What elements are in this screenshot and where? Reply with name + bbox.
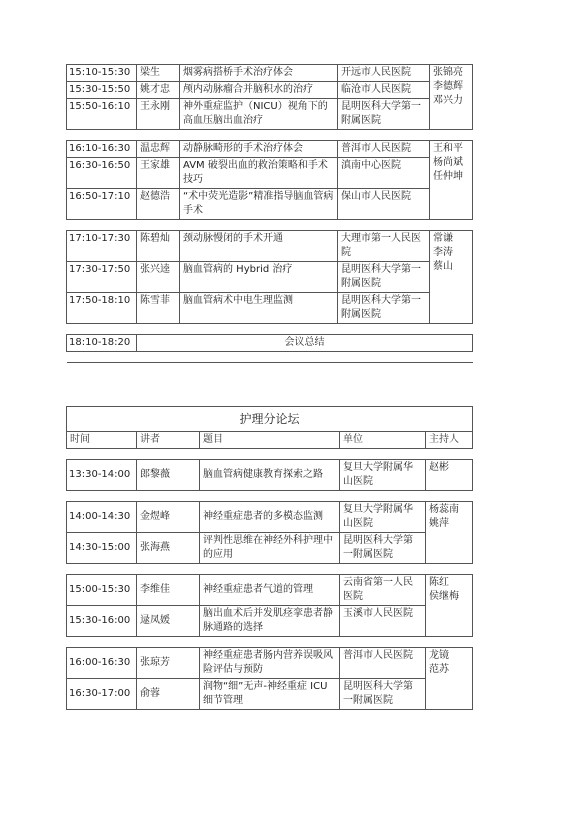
topic-title: 润物“细”无声-神经重症 ICU 细节管理 <box>200 679 340 710</box>
speaker-unit: 临沧市人民医院 <box>338 82 430 99</box>
speaker-name: 逯凤媛 <box>137 606 200 637</box>
topic-title: 神外重症监护（NICU）视角下的高血压脑出血治疗 <box>180 99 338 130</box>
table-row <box>67 65 473 82</box>
speaker-name: 赵德浩 <box>137 189 180 220</box>
header-speaker: 讲者 <box>137 432 200 449</box>
session-hosts: 张锦亮 李德辉 邓兴力 <box>430 65 473 130</box>
speaker-unit: 昆明医科大学第一附属医院 <box>338 99 430 130</box>
topic-title: “术中荧光造影”精准指导脑血管病手术 <box>180 189 338 220</box>
header-topic: 题目 <box>200 432 340 449</box>
table-row <box>67 262 473 293</box>
topic-title: 脑血管病的 Hybrid 治疗 <box>180 262 338 293</box>
speaker-name: 陈雪菲 <box>137 293 180 324</box>
speaker-unit: 昆明医科大学第一附属医院 <box>338 262 430 293</box>
session-time: 15:30-15:50 <box>67 82 137 99</box>
speaker-unit: 玉溪市人民医院 <box>340 606 426 637</box>
spacer-row <box>67 564 473 575</box>
session-time: 16:50-17:10 <box>67 189 137 220</box>
header-unit: 单位 <box>340 432 426 449</box>
speaker-unit: 昆明医科大学第一附属医院 <box>340 679 426 710</box>
session-time: 14:30-15:00 <box>67 533 137 564</box>
speaker-name: 王永刚 <box>137 99 180 130</box>
speaker-unit: 开远市人民医院 <box>338 65 430 82</box>
forum-title: 护理分论坛 <box>67 407 473 432</box>
session-time: 16:00-16:30 <box>67 648 137 679</box>
spacer-row <box>67 220 473 231</box>
session-time: 17:10-17:30 <box>67 231 137 262</box>
spacer-row <box>67 324 473 335</box>
speaker-unit: 普洱市人民医院 <box>338 141 430 158</box>
topic-title: 颈动脉慢闭的手术开通 <box>180 231 338 262</box>
table-title-row <box>67 407 473 432</box>
speaker-unit: 保山市人民医院 <box>338 189 430 220</box>
speaker-unit: 复旦大学附属华山医院 <box>340 460 426 491</box>
header-host: 主持人 <box>426 432 473 449</box>
topic-title: 脑血管病健康教育探索之路 <box>200 460 340 491</box>
session-time: 17:50-18:10 <box>67 293 137 324</box>
table-row <box>67 606 473 637</box>
speaker-name: 陈碧灿 <box>137 231 180 262</box>
speaker-unit: 滇南中心医院 <box>338 158 430 189</box>
session-hosts: 杨蕊南 姚萍 <box>426 502 473 564</box>
spacer-row <box>67 449 473 460</box>
topic-title: 烟雾病搭桥手术治疗体会 <box>180 65 338 82</box>
table-row <box>67 533 473 564</box>
table-row <box>67 158 473 189</box>
speaker-name: 张海燕 <box>137 533 200 564</box>
speaker-unit: 昆明医科大学第一附属医院 <box>340 533 426 564</box>
spacer-row <box>67 491 473 502</box>
table-row <box>67 648 473 679</box>
header-time: 时间 <box>67 432 137 449</box>
speaker-name: 郎黎薇 <box>137 460 200 491</box>
table-row <box>67 502 473 533</box>
topic-title: 脑血管病术中电生理监测 <box>180 293 338 324</box>
table-row <box>67 460 473 491</box>
session-hosts: 王和平 杨尚斌 任仲坤 <box>430 141 473 220</box>
speaker-unit: 普洱市人民医院 <box>340 648 426 679</box>
table-row <box>67 679 473 710</box>
speaker-name: 王家雄 <box>137 158 180 189</box>
session-time: 13:30-14:00 <box>67 460 137 491</box>
spacer-row <box>67 637 473 648</box>
session-hosts: 常谦 李涛 蔡山 <box>430 231 473 324</box>
table-row <box>67 82 473 99</box>
table-row <box>67 231 473 262</box>
session-time: 14:00-14:30 <box>67 502 137 533</box>
session-time: 16:30-16:50 <box>67 158 137 189</box>
session-time: 17:30-17:50 <box>67 262 137 293</box>
session-time: 15:00-15:30 <box>67 575 137 606</box>
topic-title: 神经重症患者的多模态监测 <box>200 502 340 533</box>
schedule-table-nursing <box>66 406 473 710</box>
speaker-name: 姚才忠 <box>137 82 180 99</box>
session-time: 16:30-17:00 <box>67 679 137 710</box>
spacer-row <box>67 352 473 363</box>
schedule-table-neurosurgery <box>66 64 473 363</box>
topic-title: 脑出血术后并发肌痉挛患者静脉通路的选择 <box>200 606 340 637</box>
table-row <box>67 575 473 606</box>
speaker-name: 俞蓉 <box>137 679 200 710</box>
session-time: 15:30-16:00 <box>67 606 137 637</box>
table-row-summary <box>67 335 473 352</box>
speaker-unit: 云南省第一人民医院 <box>340 575 426 606</box>
speaker-name: 张兴逵 <box>137 262 180 293</box>
session-time: 15:50-16:10 <box>67 99 137 130</box>
speaker-name: 张琼芳 <box>137 648 200 679</box>
table-header-row <box>67 432 473 449</box>
speaker-unit: 复旦大学附属华山医院 <box>340 502 426 533</box>
topic-title: 颅内动脉瘤合并脑积水的治疗 <box>180 82 338 99</box>
summary-label: 会议总结 <box>137 335 473 352</box>
speaker-name: 梁生 <box>137 65 180 82</box>
topic-title: 动静脉畸形的手术治疗体会 <box>180 141 338 158</box>
session-hosts: 赵彬 <box>426 460 473 491</box>
session-time: 18:10-18:20 <box>67 335 137 352</box>
topic-title: AVM 破裂出血的救治策略和手术技巧 <box>180 158 338 189</box>
speaker-name: 温忠辉 <box>137 141 180 158</box>
session-time: 16:10-16:30 <box>67 141 137 158</box>
topic-title: 神经重症患者肠内营养误吸风险评估与预防 <box>200 648 340 679</box>
session-time: 15:10-15:30 <box>67 65 137 82</box>
table-row <box>67 293 473 324</box>
table-row <box>67 99 473 130</box>
session-hosts: 龙镜 范苏 <box>426 648 473 710</box>
speaker-unit: 大理市第一人民医院 <box>338 231 430 262</box>
topic-title: 评判性思维在神经外科护理中的应用 <box>200 533 340 564</box>
speaker-unit: 昆明医科大学第一附属医院 <box>338 293 430 324</box>
spacer-row <box>67 130 473 141</box>
session-hosts: 陈红 侯继梅 <box>426 575 473 637</box>
topic-title: 神经重症患者气道的管理 <box>200 575 340 606</box>
table-row <box>67 189 473 220</box>
speaker-name: 李维佳 <box>137 575 200 606</box>
table-row <box>67 141 473 158</box>
speaker-name: 金煜峰 <box>137 502 200 533</box>
